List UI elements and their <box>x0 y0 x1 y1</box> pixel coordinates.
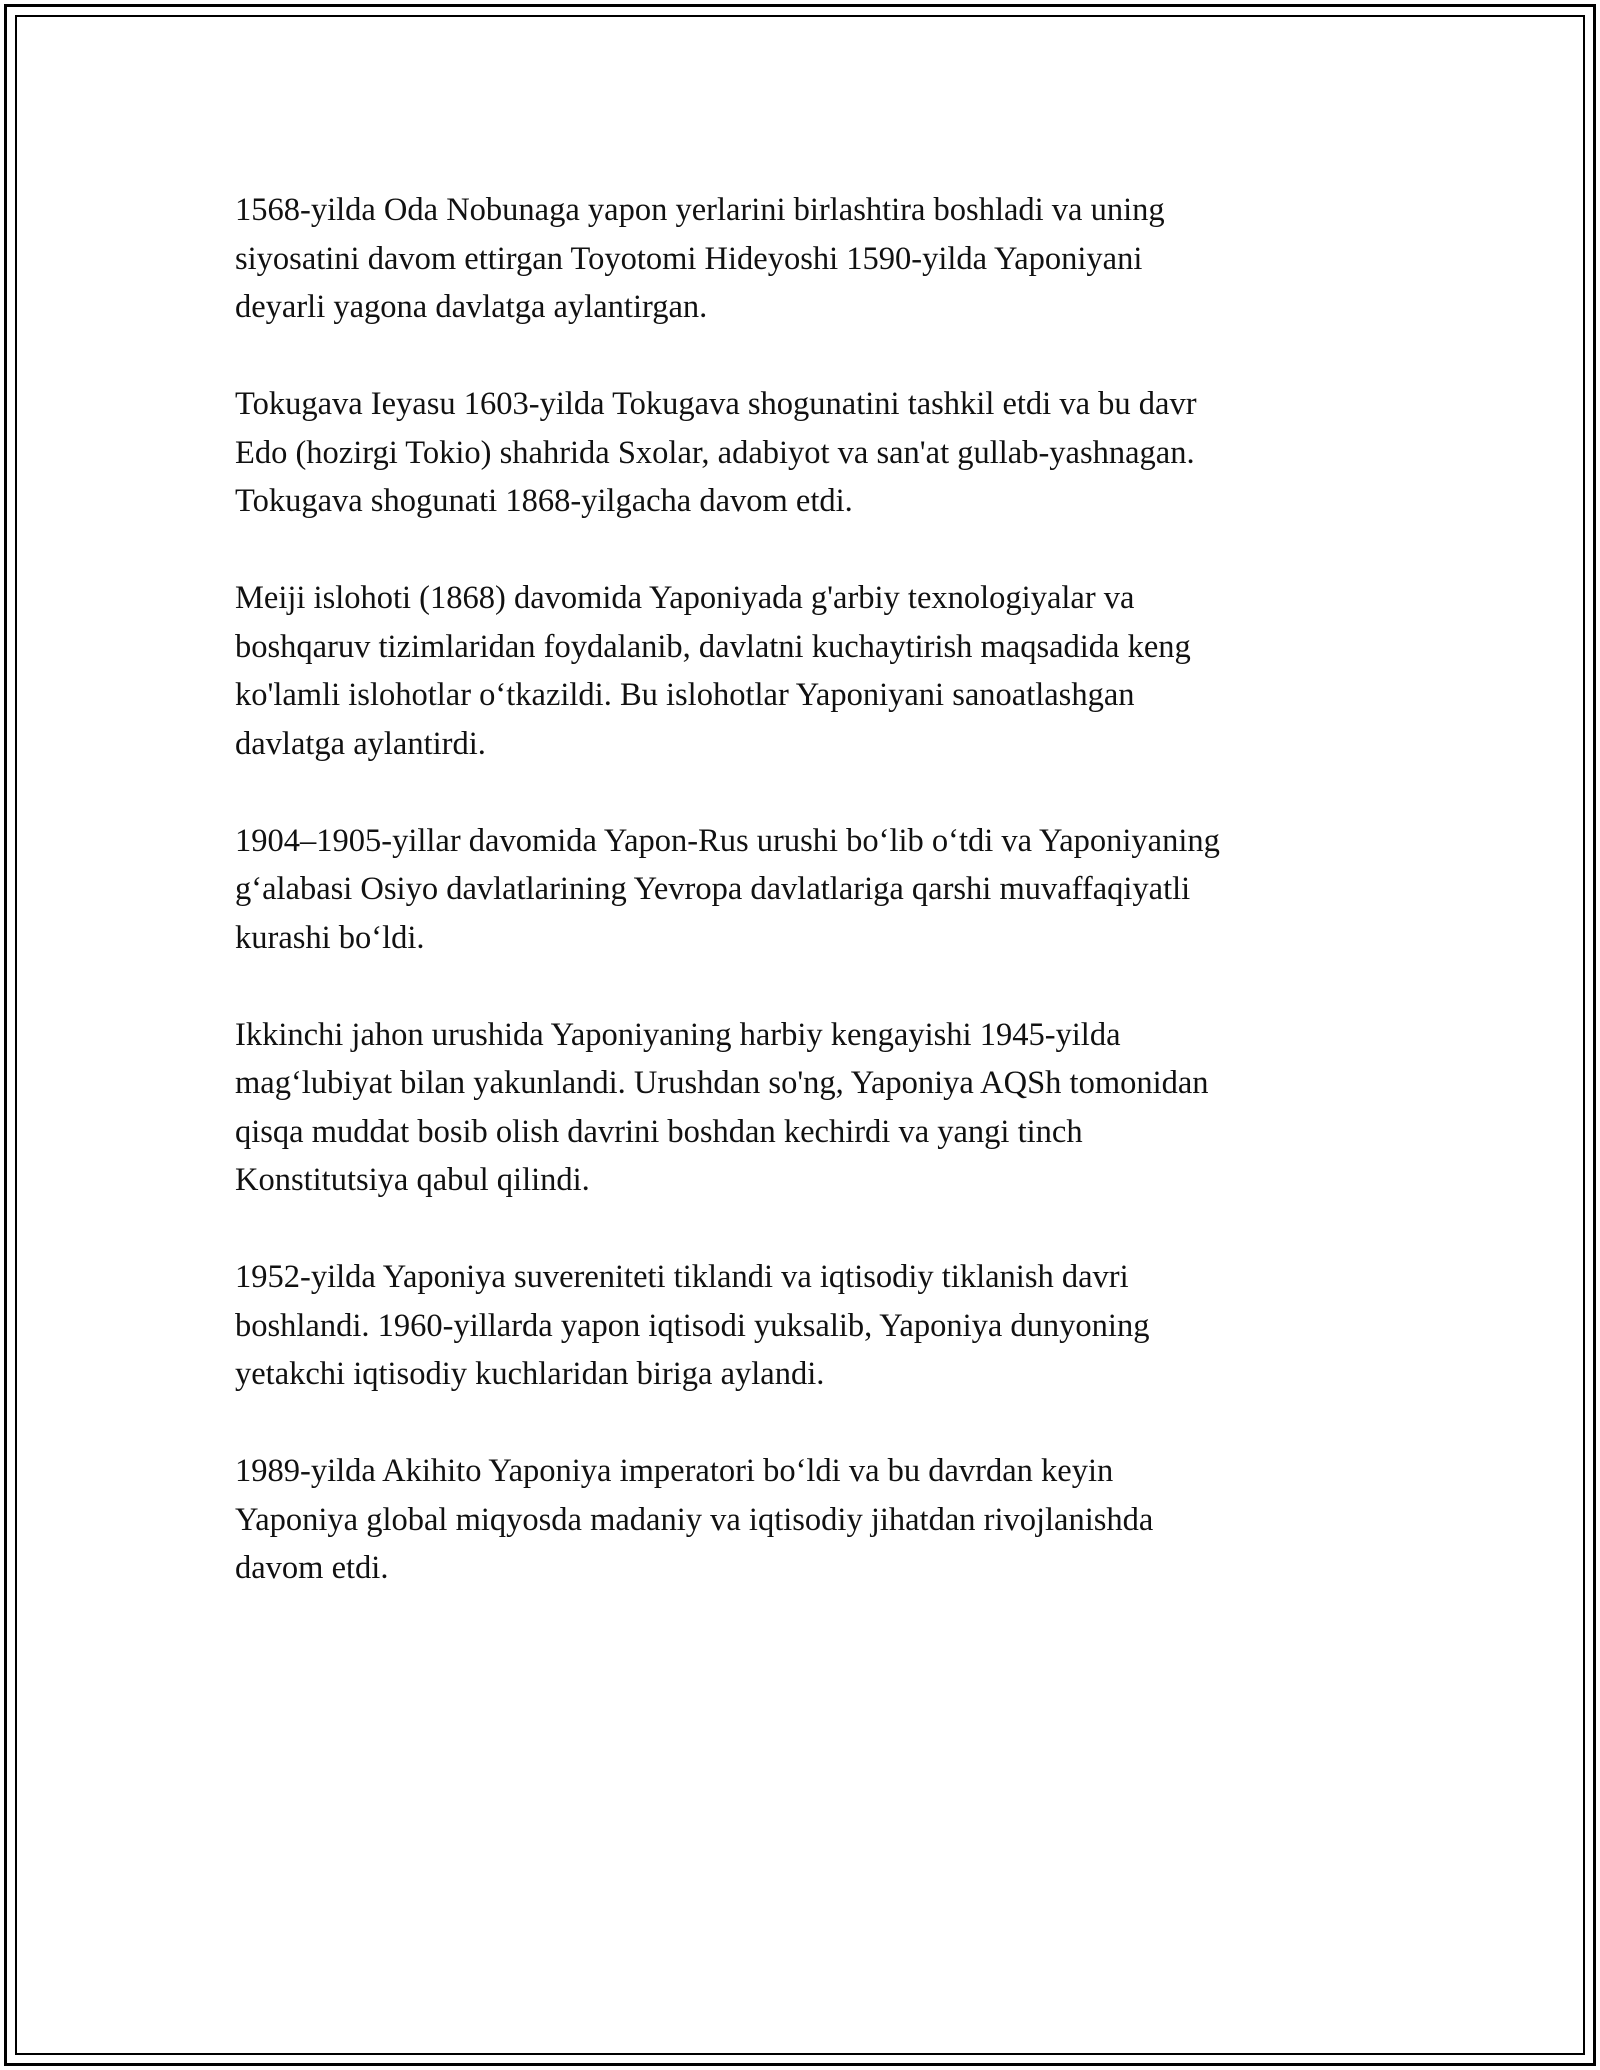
paragraph-suverenitet: 1952-yilda Yaponiya suvereniteti tiklandi va iqtisodiy tiklanish davri boshlandi. 1960-yillarda yapon iqtisodi yuksalib, Yaponiya dunyoning yetakchi iqtisodiy kuchlaridan biriga aylandi. <box>235 1259 1150 1392</box>
document-body <box>235 186 1385 1641</box>
paragraph-meiji: Meiji islohoti (1868) davomida Yaponiyada g'arbiy texnologiyalar va boshqaruv tizimlaridan foydalanib, davlatni kuchaytirish maqsadida keng ko'lamli islohotlar oʻtkazildi. Bu islohotlar Yaponiyani sanoatlashgan davlatga aylantirdi. <box>235 580 1191 762</box>
paragraph-tokugava: Tokugava Ieyasu 1603-yilda Tokugava shogunatini tashkil etdi va bu davr Edo (hozirgi Tokio) shahrida Sxolar, adabiyot va san'at gullab-yashnagan. Tokugava shogunati 1868-yilgacha davom etdi. <box>235 386 1197 519</box>
paragraph-yapon-rus-urushi: 1904–1905-yillar davomida Yapon-Rus urushi boʻlib oʻtdi va Yaponiyaning gʻalabasi Osiyo davlatlarining Yevropa davlatlariga qarshi muvaffaqiyatli kurashi boʻldi. <box>235 822 1220 956</box>
paragraph-oda-nobunaga: 1568-yilda Oda Nobunaga yapon yerlarini birlashtira boshladi va uning siyosatini davom ettirgan Toyotomi Hideyoshi 1590-yilda Yaponiyani deyarli yagona davlatga aylantirgan. <box>235 192 1165 325</box>
paragraph-ikkinchi-jahon-urushi: Ikkinchi jahon urushida Yaponiyaning harbiy kengayishi 1945-yilda magʻlubiyat bilan yakunlandi. Urushdan so'ng, Yaponiya AQSh tomonidan qisqa muddat bosib olish davrini boshdan kechirdi va yangi tinch Konstitutsiya qabul qilindi. <box>235 1016 1209 1198</box>
paragraph-akihito: 1989-yilda Akihito Yaponiya imperatori boʻldi va bu davrdan keyin Yaponiya global miqyosda madaniy va iqtisodiy jihatdan rivojlanishda davom etdi. <box>235 1453 1154 1586</box>
